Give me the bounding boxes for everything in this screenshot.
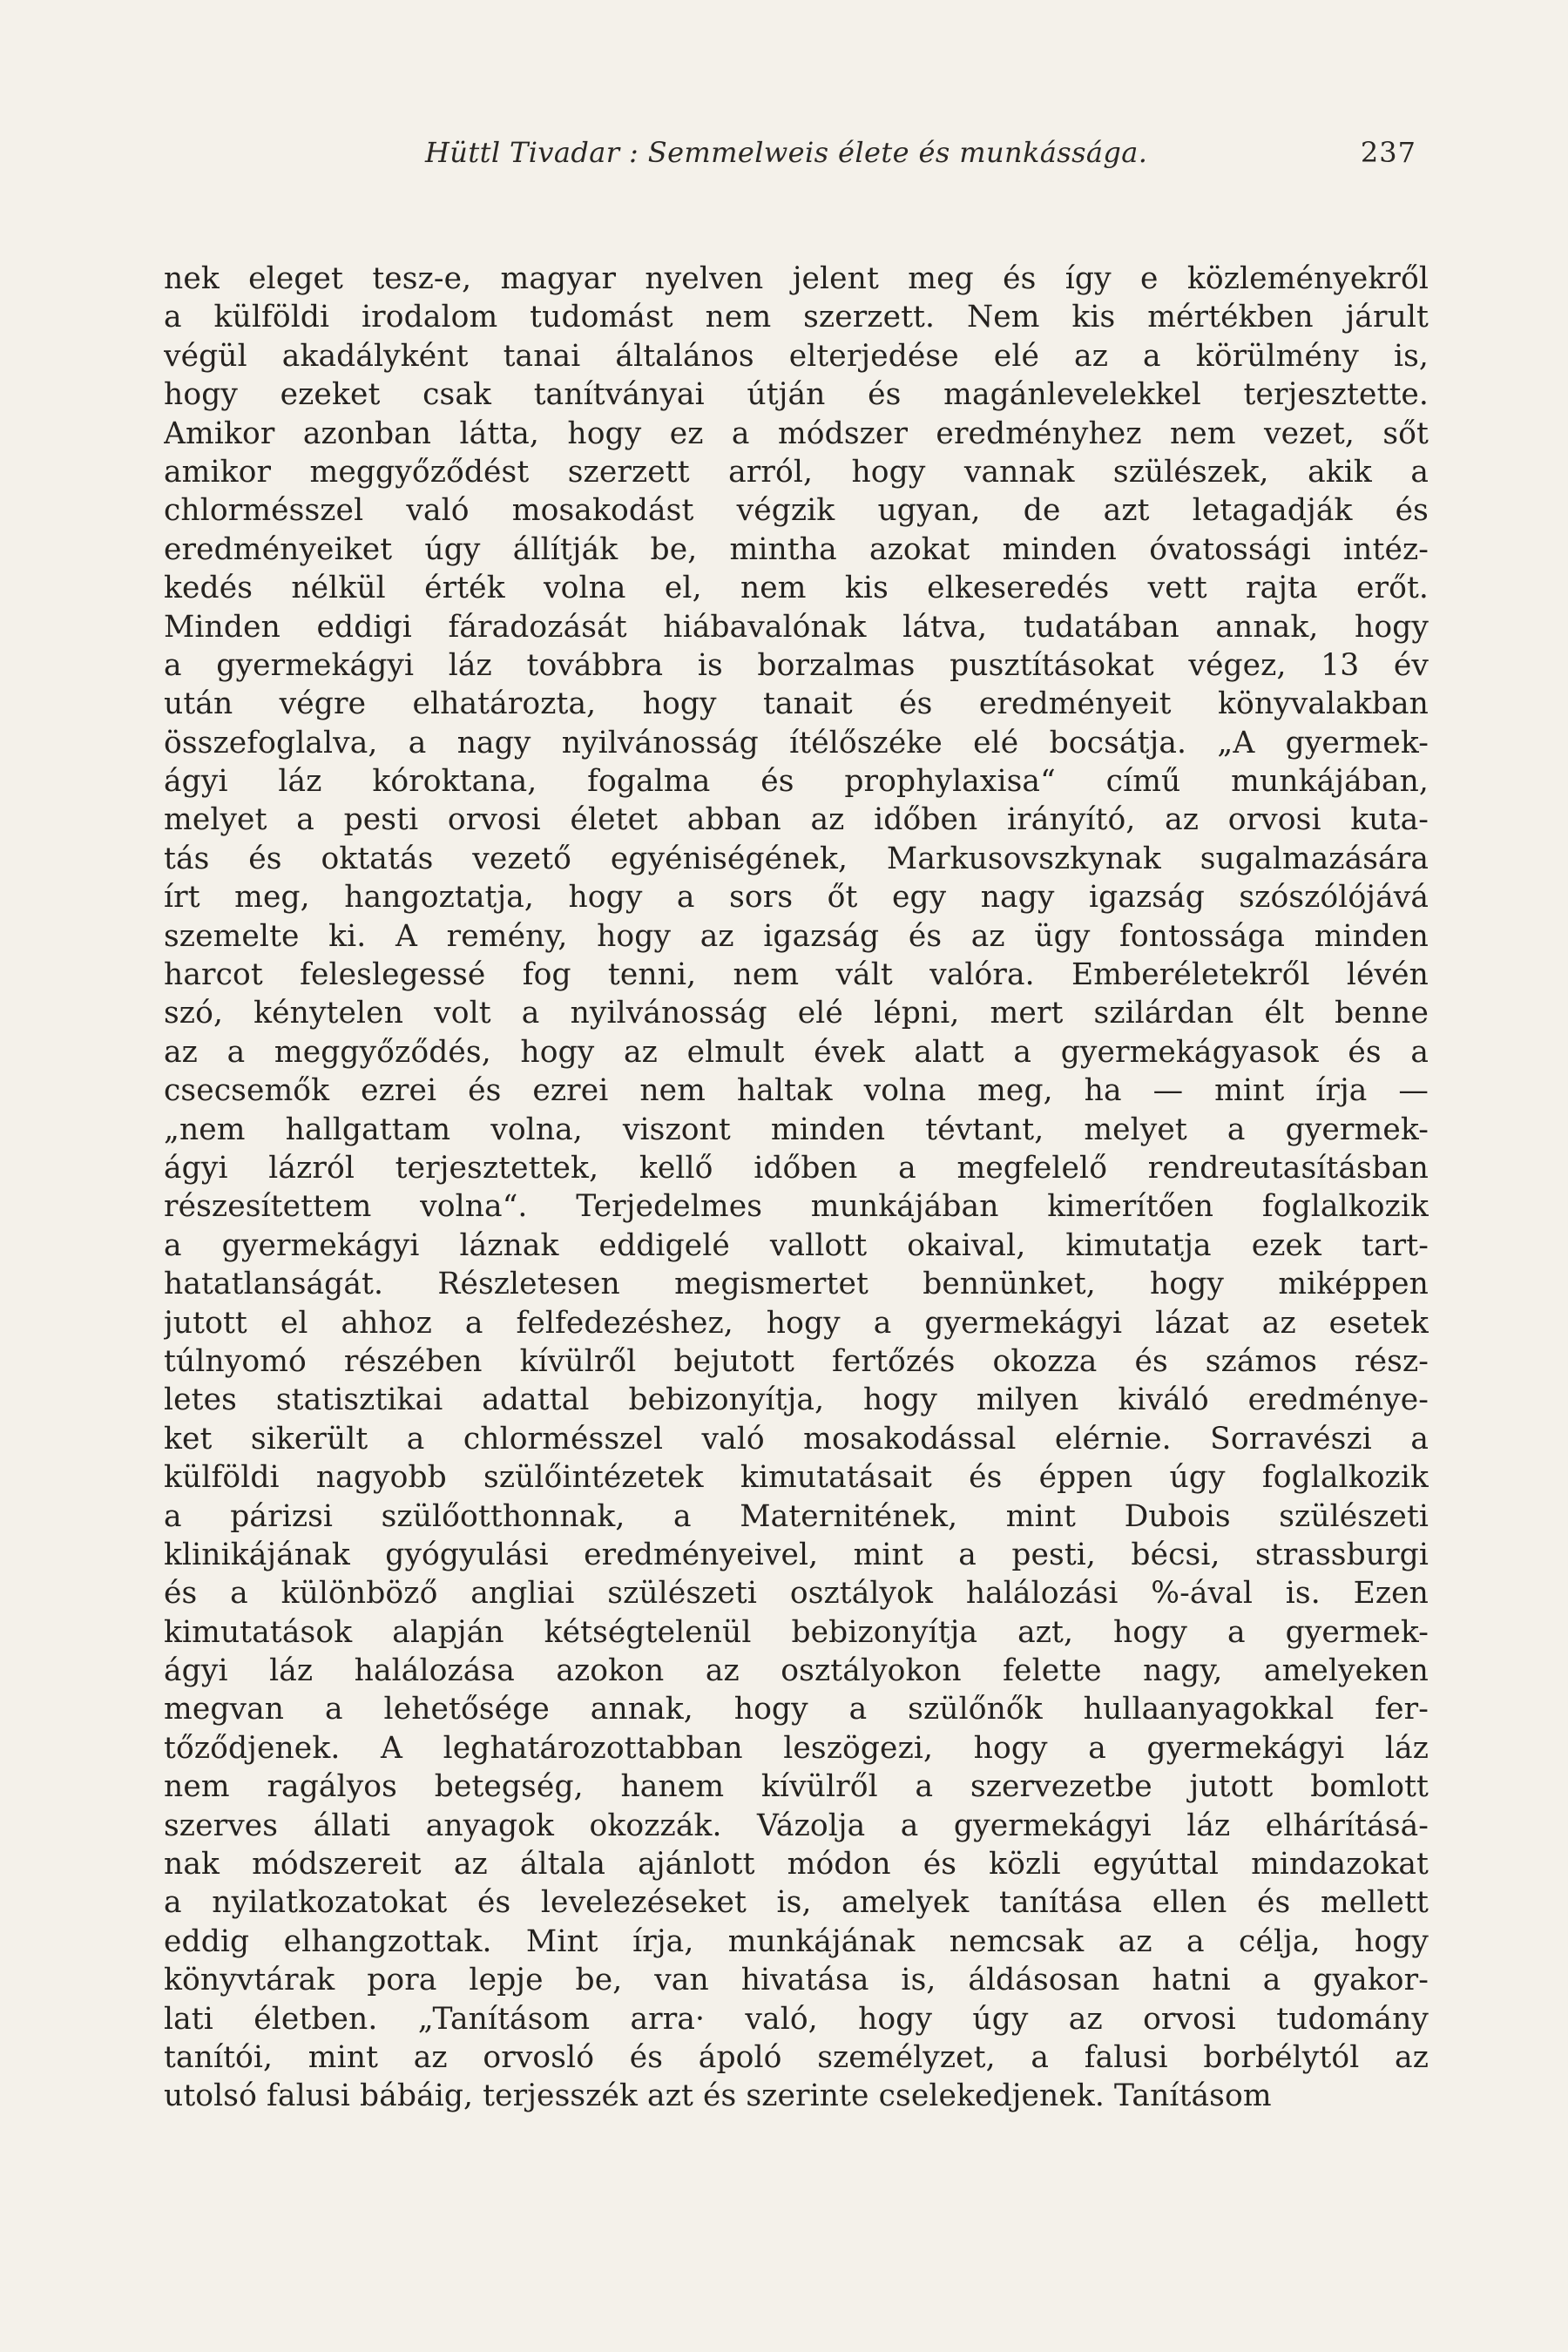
page-number: 237 (1360, 136, 1416, 169)
text-line: ágyi láz halálozása azokon az osztályokon felette nagy, amelyeken (164, 1653, 1429, 1689)
text-line: eredményeiket úgy állítják be, mintha azokat minden óvatossági intéz- (164, 531, 1429, 567)
text-line: csecsemők ezrei és ezrei nem haltak volna meg, ha — mint írja — (164, 1073, 1429, 1109)
text-line: utolsó falusi bábáig, terjesszék azt és szerinte cselekedjenek. Tanításom (164, 2078, 1272, 2114)
text-line: ket sikerült a chlormésszel való mosakodással elérnie. Sorravészi a (164, 1421, 1429, 1456)
text-line: nem ragályos betegség, hanem kívülről a szervezetbe jutott bomlott (164, 1769, 1429, 1805)
text-line: külföldi nagyobb szülőintézetek kimutatásait és éppen úgy foglalkozik (164, 1460, 1429, 1496)
text-line: hatatlanságát. Részletesen megismertet bennünket, hogy miképpen (164, 1267, 1429, 1302)
text-line: „nem hallgattam volna, viszont minden tévtant, melyet a gyermek- (164, 1112, 1429, 1147)
text-line: a gyermekágyi láznak eddigelé vallott okaival, kimutatja ezek tart- (164, 1227, 1429, 1263)
text-line: szemelte ki. A remény, hogy az igazság és az ügy fontossága minden (164, 918, 1429, 954)
text-line: Minden eddigi fáradozását hiábavalónak látva, tudatában annak, hogy (164, 609, 1429, 645)
text-line: lati életben. „Tanításom arra· való, hogy úgy az orvosi tudomány (164, 2001, 1429, 2037)
text-line: szerves állati anyagok okozzák. Vázolja a gyermekágyi láz elhárításá- (164, 1808, 1429, 1843)
text-line: és a különböző angliai szülészeti osztályok halálozási %-ával is. Ezen (164, 1576, 1429, 1612)
text-line: tás és oktatás vezető egyéniségének, Markusovszkynak sugalmazására (164, 841, 1429, 876)
text-line: hogy ezeket csak tanítványai útján és magánlevelekkel terjesztette. (164, 377, 1429, 413)
text-line: ágyi láz kóroktana, fogalma és prophylaxisa“ című munkájában, (164, 764, 1429, 800)
text-line: szó, kénytelen volt a nyilvánosság elé lépni, mert szilárdan élt benne (164, 996, 1429, 1031)
text-line: könyvtárak pora lepje be, van hivatása is, áldásosan hatni a gyakor- (164, 1963, 1429, 1998)
body-text (164, 260, 1429, 2116)
text-line: kedés nélkül érték volna el, nem kis elkeseredés vett rajta erőt. (164, 571, 1429, 606)
text-line: a nyilatkozatokat és levelezéseket is, amelyek tanítása ellen és mellett (164, 1885, 1429, 1921)
text-line: Amikor azonban látta, hogy ez a módszer eredményhez nem vezet, sőt (164, 416, 1429, 451)
text-line: tőződjenek. A leghatározottabban leszögezi, hogy a gyermekágyi láz (164, 1730, 1429, 1766)
running-title: Hüttl Tivadar : Semmelweis élete és munkássága. (425, 136, 1148, 169)
text-line: a gyermekágyi láz továbbra is borzalmas pusztításokat végez, 13 év (164, 647, 1429, 683)
text-line: chlormésszel való mosakodást végzik ugyan, de azt letagadják és (164, 493, 1429, 529)
text-line: a párizsi szülőotthonnak, a Maternitének, mint Dubois szülészeti (164, 1498, 1429, 1534)
text-line: megvan a lehetősége annak, hogy a szülőnők hullaanyagokkal fer- (164, 1692, 1429, 1727)
text-line: írt meg, hangoztatja, hogy a sors őt egy nagy igazság szószólójává (164, 880, 1429, 916)
text-line: jutott el ahhoz a felfedezéshez, hogy a gyermekágyi lázat az esetek (164, 1305, 1429, 1341)
text-line: amikor meggyőződést szerzett arról, hogy vannak szülészek, akik a (164, 454, 1429, 490)
text-line: eddig elhangzottak. Mint írja, munkájának nemcsak az a célja, hogy (164, 1923, 1429, 1959)
text-line: összefoglalva, a nagy nyilvánosság ítélőszéke elé bocsátja. „A gyermek- (164, 725, 1429, 760)
text-line: után végre elhatározta, hogy tanait és eredményeit könyvalakban (164, 686, 1429, 722)
text-line: végül akadályként tanai általános elterjedése elé az a körülmény is, (164, 338, 1429, 374)
text-line: tanítói, mint az orvosló és ápoló személyzet, a falusi borbélytól az (164, 2039, 1429, 2075)
text-line: a külföldi irodalom tudomást nem szerzett. Nem kis mértékben járult (164, 300, 1429, 335)
text-line: harcot feleslegessé fog tenni, nem vált valóra. Emberéletekről lévén (164, 957, 1429, 993)
text-line: az a meggyőződés, hogy az elmult évek alatt a gyermekágyasok és a (164, 1034, 1429, 1070)
text-line: ágyi lázról terjesztettek, kellő időben a megfelelő rendreutasításban (164, 1150, 1429, 1186)
text-line: letes statisztikai adattal bebizonyítja, hogy milyen kiváló eredménye- (164, 1382, 1429, 1418)
text-line: nak módszereit az általa ajánlott módon és közli egyúttal mindazokat (164, 1847, 1429, 1882)
text-line: nek eleget tesz-e, magyar nyelven jelent meg és így e közleményekről (164, 261, 1429, 296)
text-line: kimutatások alapján kétségtelenül bebizonyítja azt, hogy a gyermek- (164, 1614, 1429, 1650)
text-line: melyet a pesti orvosi életet abban az időben irányító, az orvosi kuta- (164, 802, 1429, 838)
text-line: részesítettem volna“. Terjedelmes munkájában kimerítően foglalkozik (164, 1189, 1429, 1225)
text-line: túlnyomó részében kívülről bejutott fertőzés okozza és számos rész- (164, 1343, 1429, 1379)
text-line: klinikájának gyógyulási eredményeivel, mint a pesti, bécsi, strassburgi (164, 1537, 1429, 1572)
running-head (164, 129, 1422, 181)
